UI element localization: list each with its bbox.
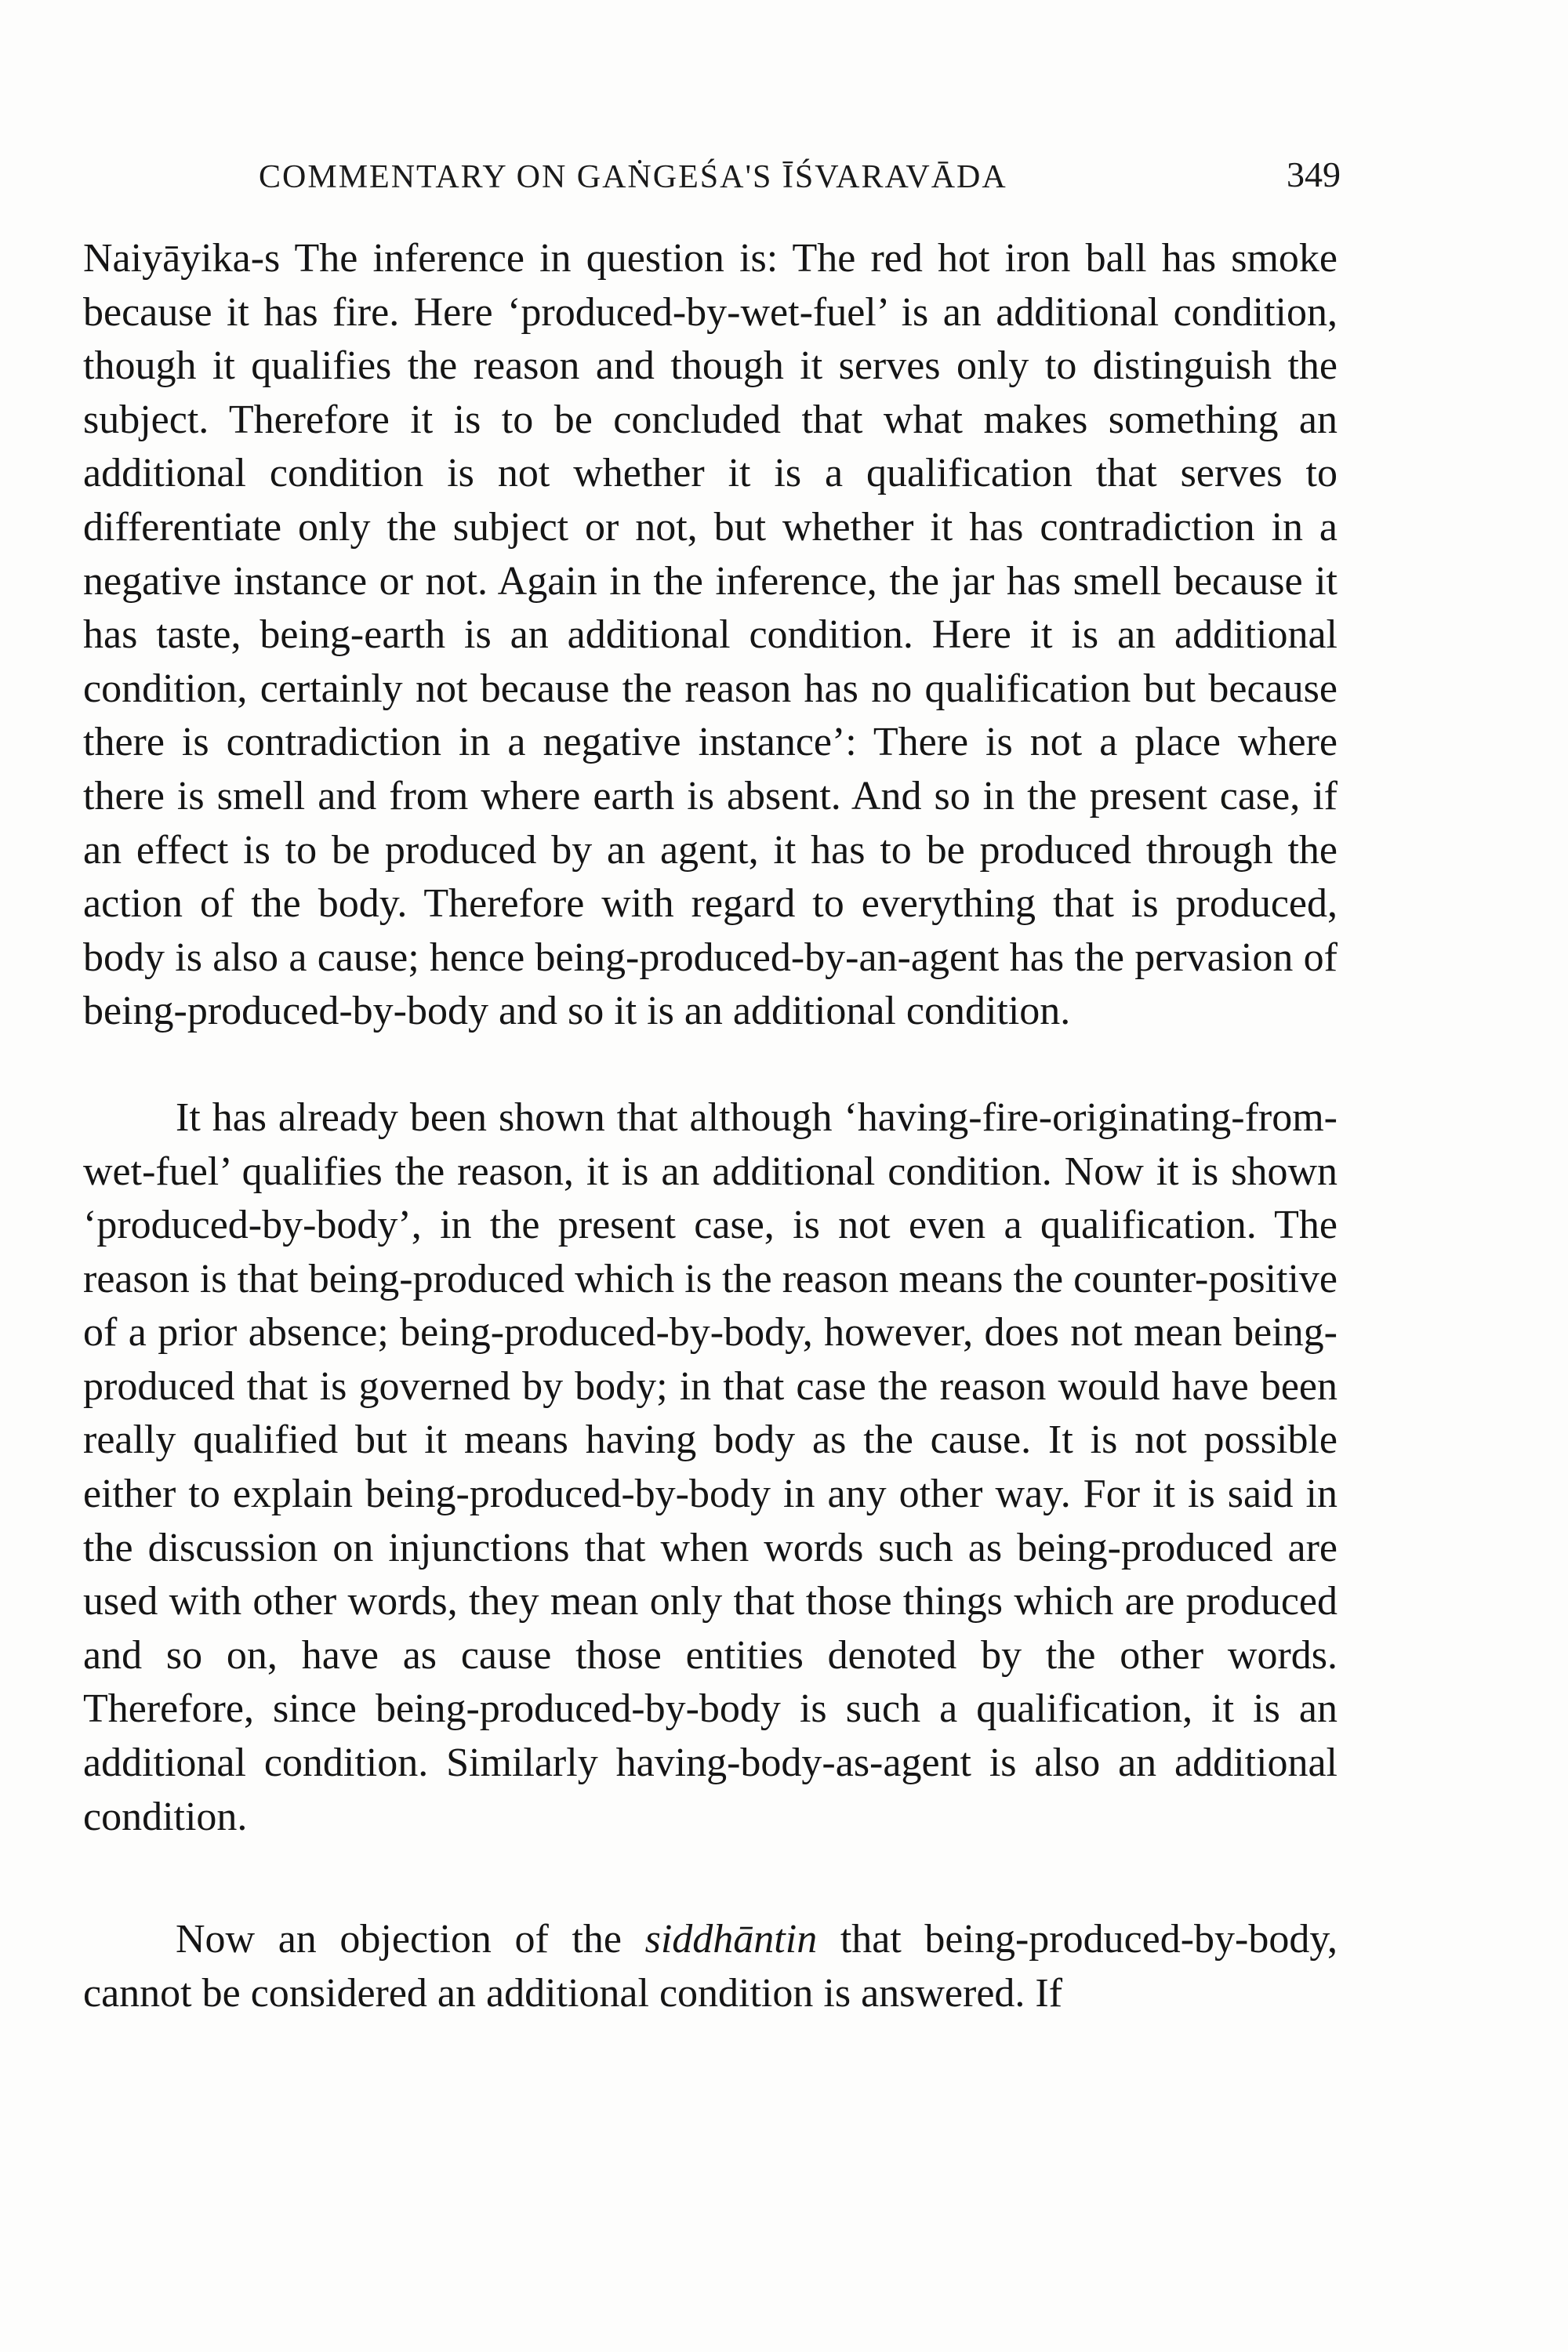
paragraph-3-start: Now an objection of the <box>176 1917 645 1962</box>
page-header <box>259 154 1341 209</box>
paragraph-3 <box>83 1913 1338 2020</box>
body-text <box>83 232 1338 2020</box>
italic-term: siddhāntin <box>644 1917 818 1962</box>
paragraph-3-end: that being-produced-by-body, cannot be considered an additional condition is answered. If <box>83 1917 1338 2016</box>
paragraph-2: It has already been shown that although ‘having-fire-originating-from-wet-fuel’ qualifies the reason, it is an additional condition. Now it is shown ‘produced-by-body’, in the present case, is not even a qualification. The reason is that being-produced which is the reason means the counter-positive of a prior absence; being-produced-by-body, however, does not mean being-produced that is governed by body; in that case the reason would have been really qualified but it means having body as the cause. It is not possible either to explain being-produced-by-body in any other way. For it is said in the discussion on injunctions that when words such as being-produced are used with other words, they mean only that those things which are produced and so on, have as cause those entities denoted by the other words. Therefore, since being-produced-by-body is such a qualification, it is an additional condition. Similarly having-body-as-agent is also an additional condition. <box>83 1094 1338 1839</box>
paragraph-1: Naiyāyika-s The inference in question is: The red hot iron ball has smoke because it has fire. Here ‘produced-by-wet-fuel’ is an additional condition, though it qualifies the reason and though it serves only to distinguish the subject. Therefore it is to be concluded that what makes something an additional condition is not whether it is a qualification that serves to differentiate only the subject or not, but whether it has contradiction in a negative instance or not. Again in the inference, the jar has smell because it has taste, being-earth is an additional condition. Here it is an additional condition, certainly not because the reason has no qualification but because there is contradiction in a negative instance’: There is not a place where there is smell and from where earth is absent. And so in the present case, if an effect is to be produced by an agent, it has to be produced through the action of the body. Therefore with regard to everything that is produced, body is also a cause; hence being-produced-by-an-agent has the pervasion of being-produced-by-body and so it is an additional condition. <box>83 236 1338 1034</box>
running-head: COMMENTARY ON GAṄGEŚA'S ĪŚVARAVĀDA <box>259 159 1007 195</box>
page-number: 349 <box>1287 154 1341 194</box>
